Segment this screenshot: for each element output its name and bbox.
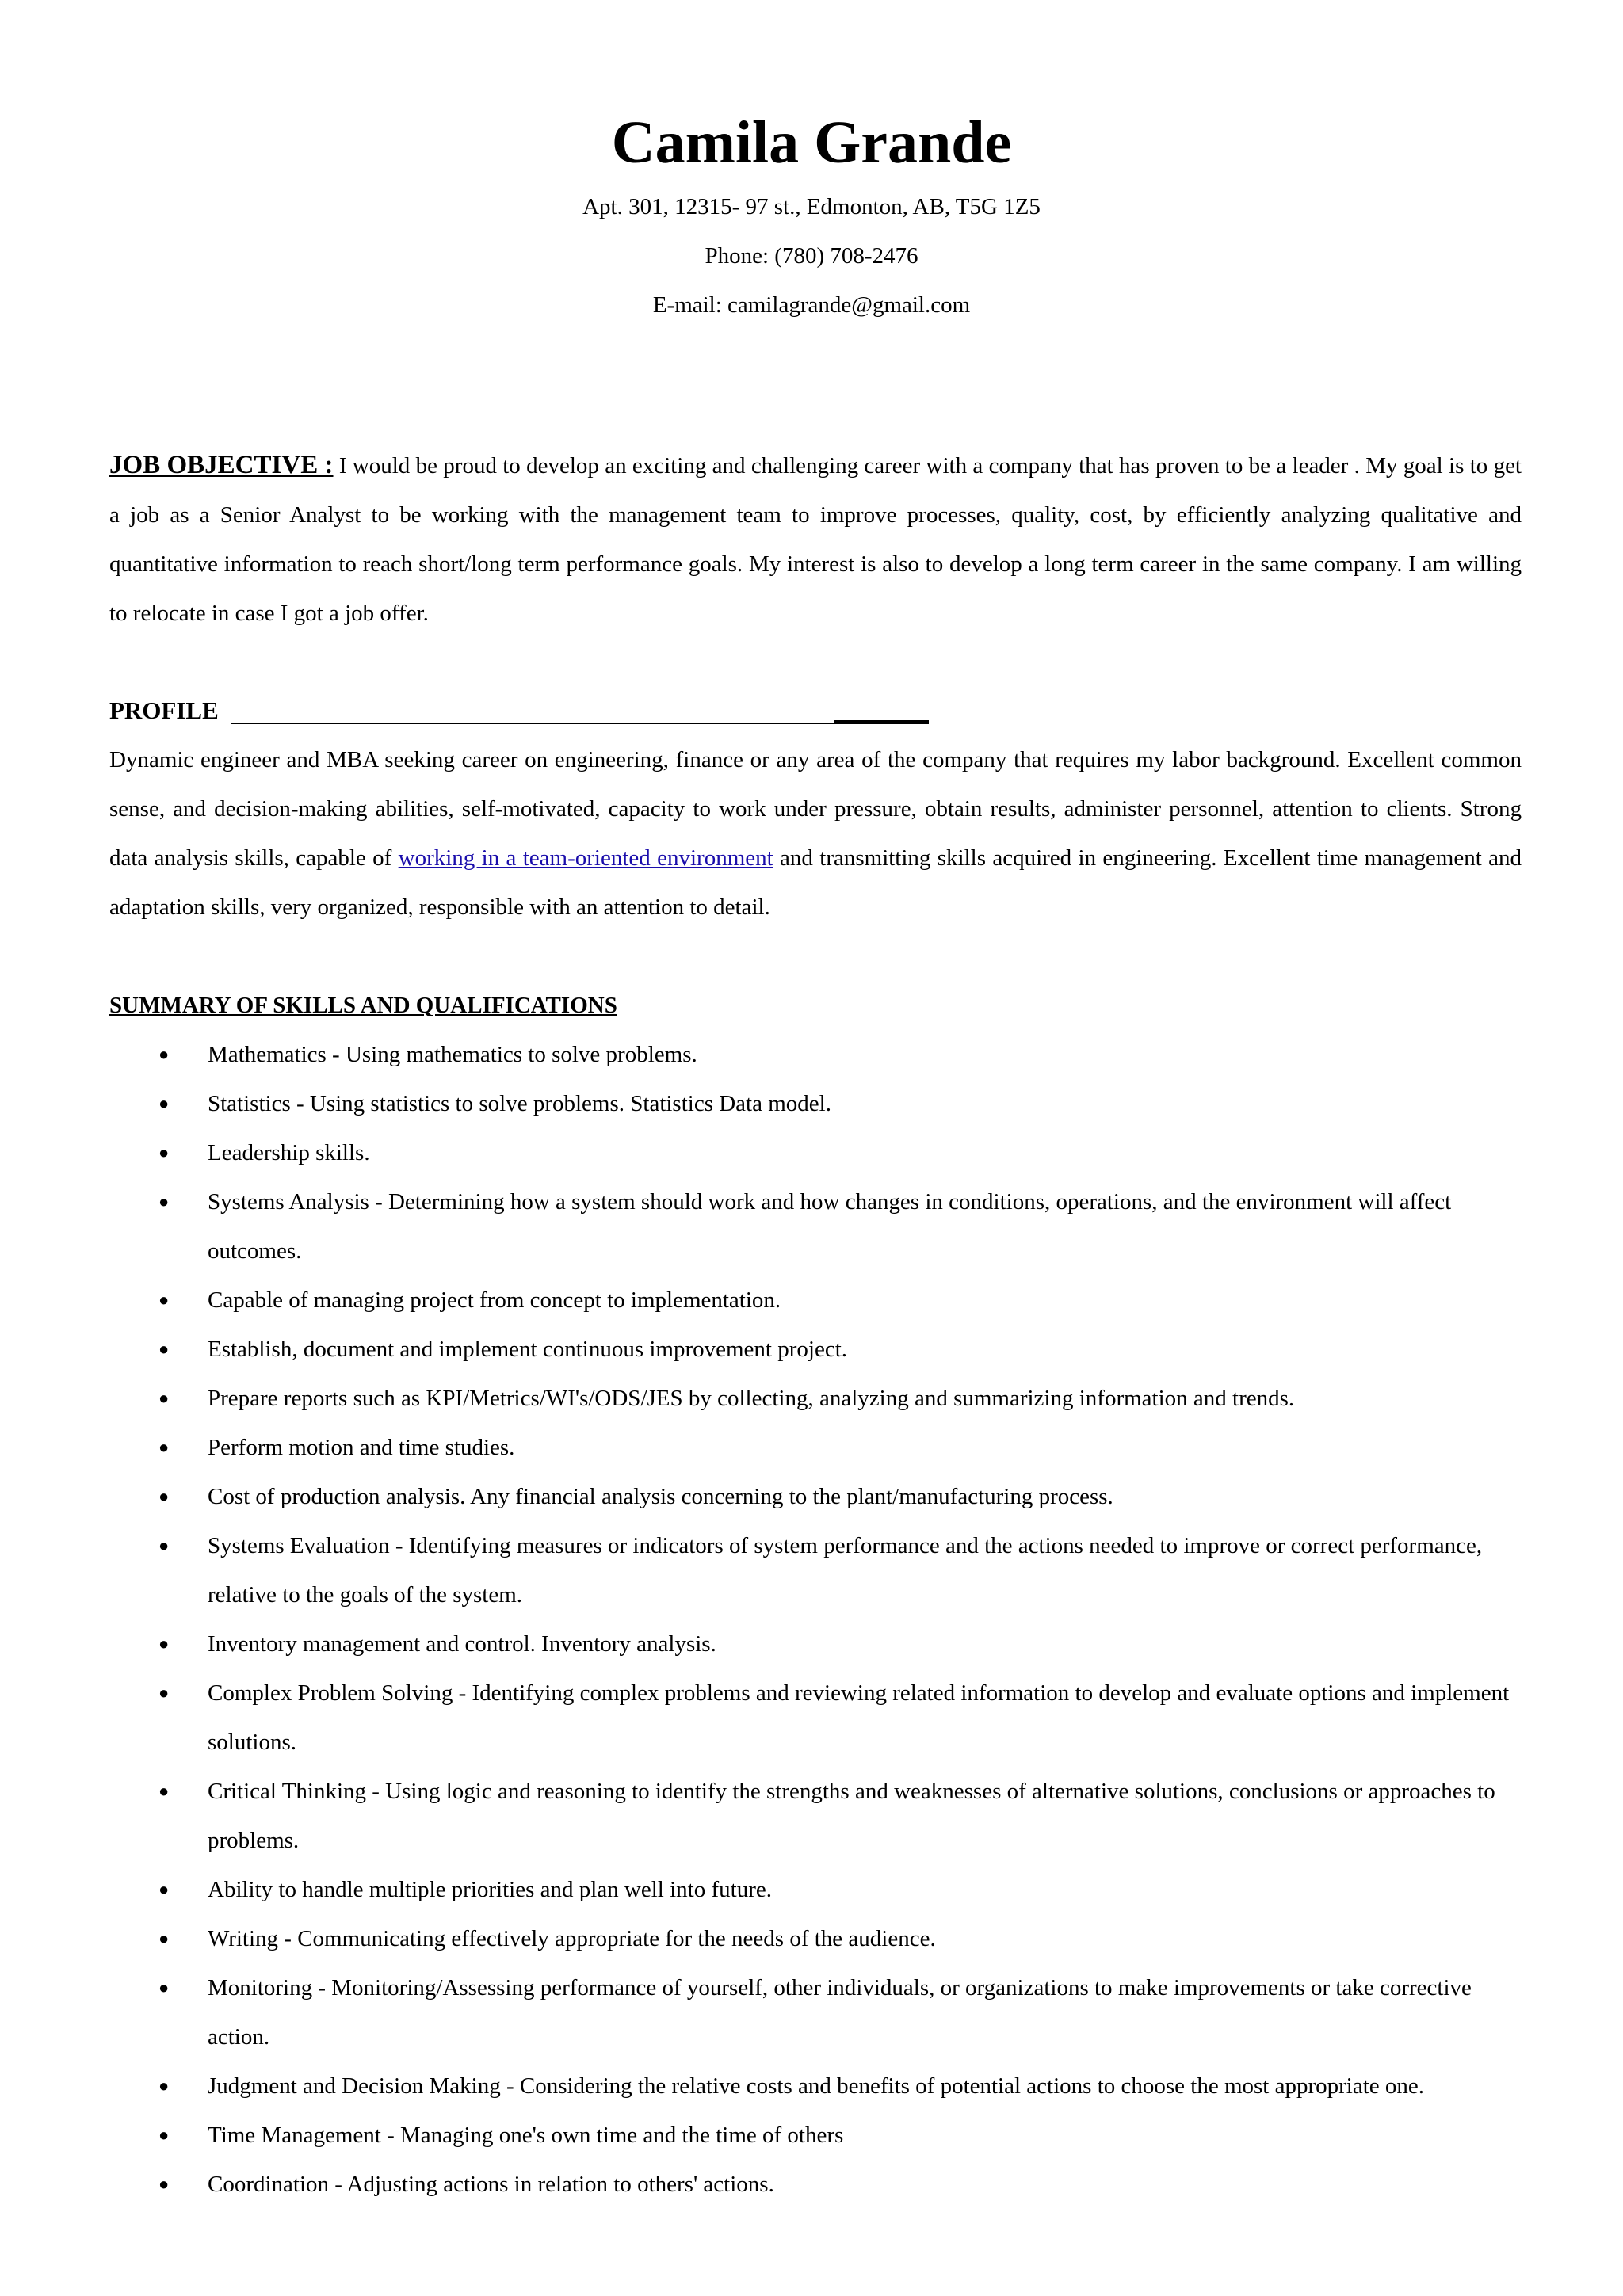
skill-text: Writing - Communicating effectively appropriate for the needs of the audience.	[208, 1926, 936, 1951]
list-item	[0, 2160, 1531, 2209]
bullet-icon: ●	[158, 1388, 170, 1408]
bullet-icon: ●	[158, 1486, 170, 1506]
list-item	[0, 1177, 1531, 1276]
skill-text: Time Management - Managing one's own time and the time of others	[208, 2122, 844, 2148]
email: E-mail: camilagrande@gmail.com	[652, 292, 971, 318]
list-item	[0, 1619, 1531, 1669]
skill-text: Inventory management and control. Inventory analysis.	[208, 1631, 716, 1657]
bullet-icon: ●	[158, 1093, 170, 1113]
profile-text-part-1: Dynamic engineer and MBA seeking career on engineering, finance or any area of the company that requires my labor background. Excellent common sense, and decision-making abilities, self-motivated, capacity to work under pressure, obtain results, administer personnel, attention to clients. Strong data analysis skills, capable of	[109, 747, 1522, 871]
list-item	[0, 1374, 1531, 1423]
team-environment-link[interactable]: working in a team-oriented environment	[398, 845, 773, 871]
skill-text: Coordination - Adjusting actions in relation to others' actions.	[208, 2172, 774, 2197]
list-item	[0, 1914, 1531, 1963]
skill-text: Monitoring - Monitoring/Assessing performance of yourself, other individuals, or organizations to make improvements or take corrective action.	[208, 1975, 1472, 2050]
job-objective-section	[109, 441, 1522, 638]
bullet-icon: ●	[158, 1142, 170, 1162]
bullet-icon: ●	[158, 1634, 170, 1653]
list-item	[0, 1423, 1531, 1472]
bullet-icon: ●	[158, 1683, 170, 1703]
bullet-icon: ●	[158, 1339, 170, 1359]
skill-text: Statistics - Using statistics to solve problems. Statistics Data model.	[208, 1091, 831, 1116]
list-item	[0, 1079, 1531, 1128]
list-item	[0, 1963, 1531, 2061]
address: Apt. 301, 12315- 97 st., Edmonton, AB, T5G 1Z5	[582, 194, 1041, 219]
job-objective-heading: JOB OBJECTIVE :	[109, 451, 334, 479]
bullet-icon: ●	[158, 1290, 170, 1310]
profile-heading-rule	[231, 723, 929, 724]
profile-text-part-2: and transmitting skills acquired in engineering. Excellent time management and adaptation skills, very organized, responsible with an attention to detail.	[109, 845, 1522, 920]
list-item	[0, 1030, 1531, 1079]
list-item	[0, 2061, 1531, 2111]
skill-text: Judgment and Decision Making - Considering the relative costs and benefits of potential actions to choose the most appropriate one.	[208, 2073, 1425, 2099]
bullet-icon: ●	[158, 1437, 170, 1457]
profile-heading: PROFILE	[109, 696, 219, 724]
skill-text: Critical Thinking - Using logic and reasoning to identify the strengths and weaknesses of alternative solutions, conclusions or approaches to problems.	[208, 1779, 1495, 1853]
resume-header	[0, 103, 1623, 330]
skills-list	[0, 1030, 1623, 2209]
skill-text: Capable of managing project from concept to implementation.	[208, 1287, 781, 1313]
bullet-icon: ●	[158, 1928, 170, 1948]
skill-text: Establish, document and implement continuous improvement project.	[208, 1337, 848, 1362]
candidate-name: Camila Grande	[611, 109, 1012, 176]
bullet-icon: ●	[158, 1192, 170, 1211]
list-item	[0, 1472, 1531, 1521]
job-objective-text: I would be proud to develop an exciting and challenging career with a company that has proven to be a leader . My goal is to get a job as a Senior Analyst to be working with the management team to improve processes, quality, cost, by efficiently analyzing qualitative and quantitative information to reach short/long term performance goals. My interest is also to develop a long term career in the same company. I am willing to relocate in case I got a job offer.	[109, 453, 1522, 626]
bullet-icon: ●	[158, 2076, 170, 2096]
bullet-icon: ●	[158, 1781, 170, 1801]
skill-text: Mathematics - Using mathematics to solve problems.	[208, 1042, 697, 1067]
skill-text: Complex Problem Solving - Identifying complex problems and reviewing related information to develop and evaluate options and implement solutions.	[208, 1680, 1510, 1755]
list-item	[0, 1521, 1531, 1619]
skill-text: Perform motion and time studies.	[208, 1435, 515, 1460]
skill-text: Systems Analysis - Determining how a system should work and how changes in conditions, operations, and the environment will affect outcomes.	[208, 1189, 1452, 1264]
skill-text: Systems Evaluation - Identifying measures or indicators of system performance and the actions needed to improve or correct performance, relative to the goals of the system.	[208, 1533, 1483, 1608]
skill-text: Leadership skills.	[208, 1140, 370, 1165]
skill-text: Cost of production analysis. Any financial analysis concerning to the plant/manufacturing process.	[208, 1484, 1113, 1509]
bullet-icon: ●	[158, 1535, 170, 1555]
bullet-icon: ●	[158, 1044, 170, 1064]
list-item	[0, 1669, 1531, 1767]
profile-heading-row	[109, 686, 934, 735]
bullet-icon: ●	[158, 2125, 170, 2145]
skill-text: Ability to handle multiple priorities and plan well into future.	[208, 1877, 772, 1902]
skill-text: Prepare reports such as KPI/Metrics/WI's/ODS/JES by collecting, analyzing and summarizing information and trends.	[208, 1386, 1295, 1411]
list-item	[0, 1276, 1531, 1325]
list-item	[0, 1128, 1531, 1177]
list-item	[0, 1865, 1531, 1914]
list-item	[0, 2111, 1531, 2160]
list-item	[0, 1767, 1531, 1865]
profile-text	[109, 735, 1522, 932]
list-item	[0, 1325, 1531, 1374]
profile-heading-rule-thick	[834, 720, 929, 724]
bullet-icon: ●	[158, 1879, 170, 1899]
phone: Phone: (780) 708-2476	[705, 243, 918, 269]
skills-heading: SUMMARY OF SKILLS AND QUALIFICATIONS	[109, 993, 617, 1018]
bullet-icon: ●	[158, 2174, 170, 2194]
bullet-icon: ●	[158, 1978, 170, 1997]
